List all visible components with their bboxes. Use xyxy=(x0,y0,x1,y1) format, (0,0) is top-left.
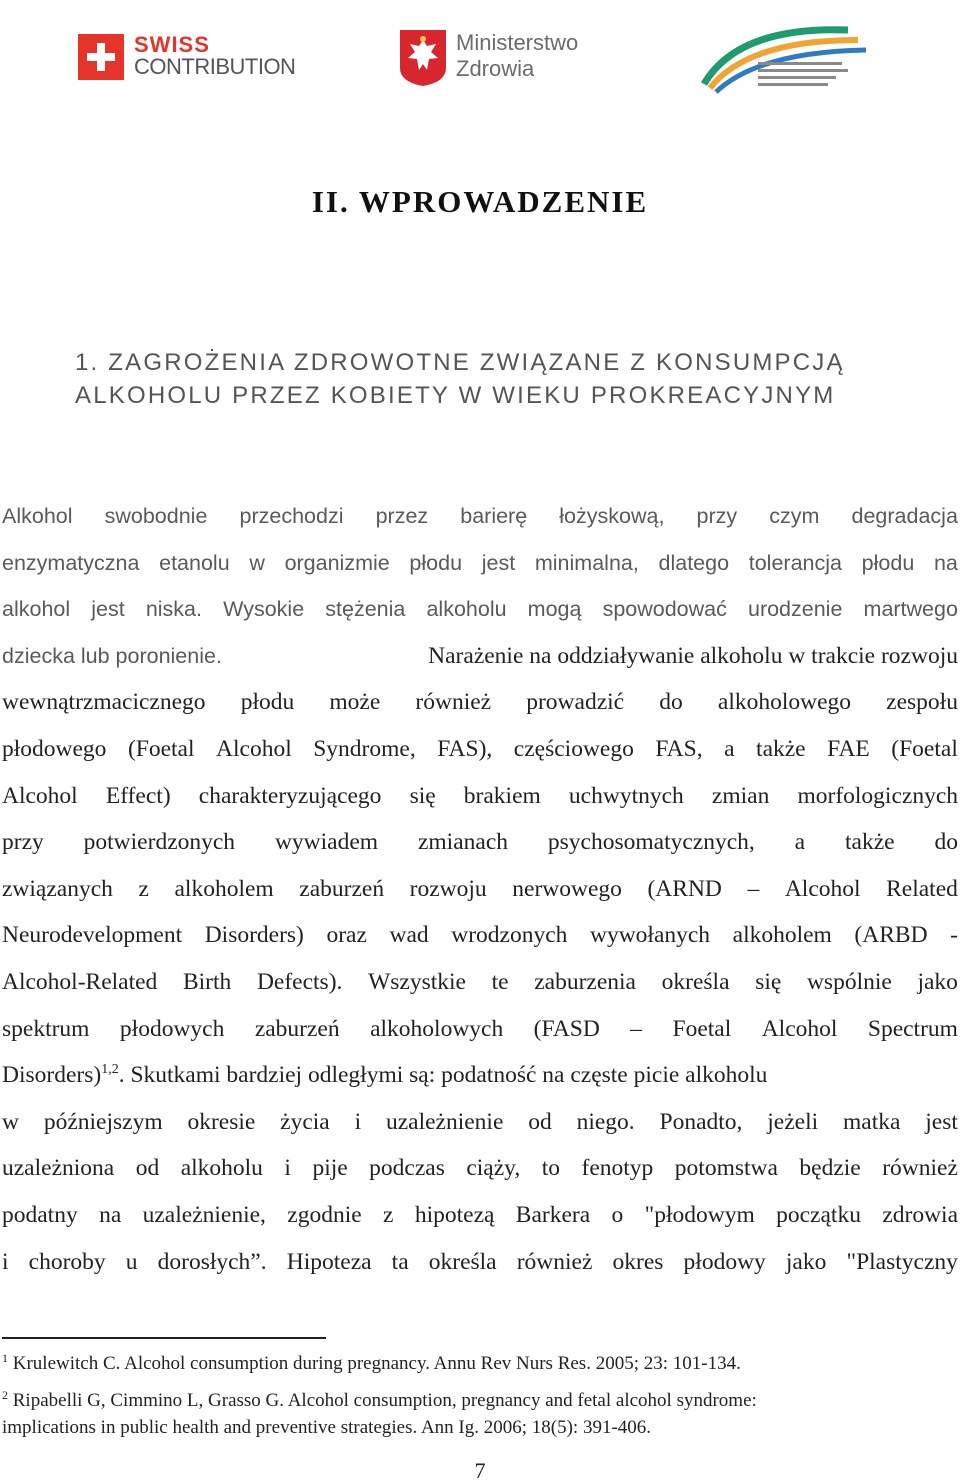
body-paragraph xyxy=(2,493,958,1285)
body-word: hipotezą xyxy=(414,1201,495,1228)
body-word: zmianach xyxy=(417,829,508,856)
body-word: Barkera xyxy=(515,1201,591,1228)
body-word: zmian xyxy=(711,782,770,809)
page-number: 7 xyxy=(474,1458,486,1483)
body-word: przy xyxy=(696,504,738,528)
ministry-logo-line1: Ministerstwo xyxy=(456,30,579,55)
body-word: - xyxy=(950,922,958,949)
body-word: dlatego xyxy=(658,550,730,575)
body-line xyxy=(2,866,958,913)
body-word: prowadzić xyxy=(526,689,625,716)
body-word: częściowego xyxy=(513,735,634,762)
body-word: płodu xyxy=(861,550,915,575)
footnote-2 xyxy=(2,1387,952,1441)
body-word: uzależnienie, xyxy=(142,1201,266,1228)
body-word: FAS), xyxy=(437,735,493,762)
body-word: charakteryzującego xyxy=(198,782,382,809)
body-word: i xyxy=(284,1155,291,1182)
swiss-logo-line2: CONTRIBUTION xyxy=(134,54,296,79)
body-word: Hipoteza xyxy=(286,1248,372,1275)
body-word: (Foetal xyxy=(127,735,195,762)
body-line xyxy=(2,540,958,587)
body-word: alkoholowych xyxy=(370,1015,504,1042)
body-word: "Plastyczny xyxy=(846,1248,958,1275)
body-word: fenotyp xyxy=(581,1155,654,1182)
body-word: Alcohol xyxy=(2,782,78,809)
body-word: także xyxy=(845,829,895,856)
body-word: jest xyxy=(481,550,516,575)
footnote-text: Ripabelli G, Cimmino L, Grasso G. Alcohol consumption, pregnancy and fetal alcohol syndrome: xyxy=(12,1390,757,1411)
body-line xyxy=(2,819,958,866)
body-word: stężenia xyxy=(325,597,406,622)
body-word: również xyxy=(516,1248,593,1275)
body-word: niska. xyxy=(145,597,202,622)
body-word: (Foetal xyxy=(891,735,958,762)
body-word: urodzenie xyxy=(747,597,843,622)
body-word: przy xyxy=(2,829,44,856)
body-word: uzależniona xyxy=(2,1155,115,1182)
footnotes xyxy=(2,1350,952,1451)
footnote-text: Krulewitch C. Alcohol consumption during pregnancy. Annu Rev Nurs Res. 2005; 23: 101-134. xyxy=(12,1353,741,1374)
body-word: także xyxy=(756,735,806,762)
body-line xyxy=(2,726,958,773)
body-word: jeżeli xyxy=(767,1108,819,1135)
body-line xyxy=(2,912,958,959)
body-word: wspólnie xyxy=(806,968,892,995)
body-word: na xyxy=(99,1201,122,1228)
body-word: potomstwa xyxy=(674,1155,778,1182)
body-line xyxy=(2,1006,958,1053)
body-word: płodowego xyxy=(2,735,107,762)
body-word: Disorders) xyxy=(204,922,304,949)
body-word: Alcohol-Related xyxy=(2,968,158,995)
body-line xyxy=(2,1145,958,1192)
body-word: określa xyxy=(428,1248,497,1275)
body-word: się xyxy=(409,782,436,809)
body-word: okres xyxy=(612,1248,664,1275)
body-word: w xyxy=(249,550,265,575)
footnote-number: 1 xyxy=(2,1351,8,1365)
body-word: wad xyxy=(389,922,429,949)
body-word: FAE xyxy=(827,735,870,762)
body-word: Ponadto, xyxy=(659,1108,743,1135)
subsection-title xyxy=(75,346,915,412)
body-word: zaburzenia xyxy=(534,968,636,995)
body-word: w xyxy=(2,1108,19,1135)
body-word: niego. xyxy=(576,1108,635,1135)
body-word: alkohol xyxy=(2,597,71,622)
body-word: do xyxy=(934,829,958,856)
body-word: ciąży, xyxy=(466,1155,521,1182)
body-word: enzymatyczna xyxy=(2,550,140,575)
body-word: również xyxy=(415,689,492,716)
body-line xyxy=(2,959,958,1006)
subsection-title-line2: ALKOHOLU PRZEZ KOBIETY W WIEKU PROKREACYJNYM xyxy=(75,382,836,409)
body-word: brakiem xyxy=(463,782,541,809)
body-word: Birth xyxy=(182,968,232,995)
body-word: uzależnienie xyxy=(385,1108,504,1135)
body-line xyxy=(2,633,958,680)
body-word: Spectrum xyxy=(867,1015,958,1042)
body-word: Foetal xyxy=(672,1015,732,1042)
ministry-of-health-logo xyxy=(400,30,600,94)
body-word: martwego xyxy=(863,597,958,622)
footnote-reference: 1,2 xyxy=(101,1062,119,1078)
body-word: o xyxy=(611,1201,624,1228)
body-word: ta xyxy=(391,1248,409,1275)
body-word: Effect) xyxy=(105,782,171,809)
body-word: pije xyxy=(312,1155,348,1182)
body-word: matka xyxy=(843,1108,901,1135)
swiss-contribution-logo xyxy=(78,34,298,92)
body-word: od xyxy=(528,1108,552,1135)
body-word: płodu xyxy=(409,550,463,575)
body-word: a xyxy=(724,735,735,762)
body-word: będzie xyxy=(799,1155,861,1182)
body-line xyxy=(2,1239,958,1286)
body-word: jako xyxy=(785,1248,827,1275)
body-word: zespołu xyxy=(886,689,958,716)
body-word: wywiadem xyxy=(274,829,379,856)
body-word: związanych xyxy=(2,875,113,902)
body-word: spowodować xyxy=(602,597,727,622)
body-word: degradacja xyxy=(851,504,958,528)
body-line-text: . Skutkami bardziej odległymi są: podatność na częste picie alkoholu xyxy=(118,1062,768,1089)
body-word: Alkohol xyxy=(2,504,73,528)
subsection-title-line1: 1. ZAGROŻENIA ZDROWOTNE ZWIĄZANE Z KONSUMPCJĄ xyxy=(75,349,845,376)
body-word: uchwytnych xyxy=(568,782,684,809)
body-word: organizmie xyxy=(284,550,390,575)
section-title: II. WPROWADZENIE xyxy=(311,184,649,219)
body-word: alkoholem xyxy=(732,922,832,949)
body-word: Alcohol xyxy=(761,1015,838,1042)
body-word: (FASD xyxy=(533,1015,600,1042)
body-word: życia xyxy=(280,1108,330,1135)
body-word: jest xyxy=(91,597,125,622)
body-word: przechodzi xyxy=(239,504,344,528)
body-word: alkoholu xyxy=(180,1155,263,1182)
body-word: Wszystkie xyxy=(368,968,466,995)
footnote-separator xyxy=(2,1337,326,1339)
body-word: rozwoju xyxy=(409,875,487,902)
body-word: mogą xyxy=(527,597,582,622)
body-line xyxy=(2,1192,958,1239)
body-word: Alcohol xyxy=(216,735,292,762)
body-word: alkoholu xyxy=(426,597,507,622)
body-word: dorosłych”. xyxy=(157,1248,267,1275)
body-word: późniejszym xyxy=(43,1108,163,1135)
body-word: początku xyxy=(776,1201,861,1228)
footnote-text: implications in public health and preventive strategies. Ann Ig. 2006; 18(5): 391-406. xyxy=(2,1417,652,1438)
body-word: również xyxy=(882,1155,958,1182)
body-word: się xyxy=(755,968,782,995)
body-line-text xyxy=(2,1052,767,1099)
program-arc-logo xyxy=(698,22,888,100)
body-line xyxy=(2,586,958,633)
body-word: określa xyxy=(661,968,730,995)
body-word: jako xyxy=(917,968,958,995)
body-word: alkoholem xyxy=(174,875,274,902)
body-word: tolerancja xyxy=(748,550,842,575)
body-word: może xyxy=(329,689,381,716)
swiss-flag-icon xyxy=(78,34,124,80)
body-word: Alcohol xyxy=(784,875,861,902)
body-word: swobodnie xyxy=(104,504,208,528)
body-word: płodu xyxy=(240,689,295,716)
body-word: płodowy xyxy=(683,1248,766,1275)
body-word: łożyskową, xyxy=(559,504,665,528)
body-word: (ARBD xyxy=(854,922,928,949)
body-word: FAS, xyxy=(655,735,703,762)
body-word: podczas xyxy=(369,1155,445,1182)
body-word: barierę xyxy=(460,504,528,528)
body-word: Wysokie xyxy=(223,597,305,622)
body-word: Defects). xyxy=(256,968,343,995)
body-word: z xyxy=(383,1201,394,1228)
body-line-text: dziecka lub poronienie. xyxy=(2,643,222,668)
body-word: to xyxy=(541,1155,561,1182)
body-word: te xyxy=(491,968,509,995)
body-word: podatny xyxy=(2,1201,78,1228)
ministry-logo-line2: Zdrowia xyxy=(456,56,535,81)
body-word: "płodowym xyxy=(644,1201,755,1228)
body-word: alkoholowego xyxy=(717,689,852,716)
body-word: morfologicznych xyxy=(797,782,958,809)
body-word: do xyxy=(659,689,683,716)
body-word: od xyxy=(135,1155,160,1182)
body-word: zdrowia xyxy=(882,1201,958,1228)
footnote-number: 2 xyxy=(2,1388,8,1402)
body-word: etanolu xyxy=(159,550,230,575)
body-word: a xyxy=(794,829,806,856)
body-word: i xyxy=(2,1248,9,1275)
body-line xyxy=(2,493,958,540)
header-logos xyxy=(0,22,960,102)
body-word: na xyxy=(933,550,958,575)
body-word: wrodzonych xyxy=(451,922,568,949)
polish-eagle-emblem-icon xyxy=(400,30,446,86)
body-word: nerwowego xyxy=(512,875,622,902)
body-line-text: Narażenie na oddziaływanie alkoholu w trakcie rozwoju xyxy=(428,642,958,669)
body-word: Syndrome, xyxy=(313,735,416,762)
body-line xyxy=(2,1052,958,1099)
body-word: płodowych xyxy=(119,1015,225,1042)
body-word: – xyxy=(747,875,760,902)
body-word: przez xyxy=(375,504,429,528)
body-word: i xyxy=(354,1108,362,1135)
body-word: czym xyxy=(769,504,820,528)
swiss-logo-line1: SWISS xyxy=(134,32,210,57)
body-word: potwierdzonych xyxy=(83,829,236,856)
body-line xyxy=(2,1099,958,1146)
body-word: okresie xyxy=(187,1108,256,1135)
body-word: z xyxy=(138,875,149,902)
body-word: minimalna, xyxy=(534,550,639,575)
body-line xyxy=(2,773,958,820)
body-word: oraz xyxy=(326,922,367,949)
body-word: wewnątrzmacicznego xyxy=(2,689,206,716)
body-word: jest xyxy=(925,1108,958,1135)
body-word: – xyxy=(630,1015,643,1042)
body-word: zaburzeń xyxy=(299,875,385,902)
body-word: psychosomatycznych, xyxy=(547,829,755,856)
body-word: Neurodevelopment xyxy=(2,922,183,949)
body-line-text: Disorders) xyxy=(2,1062,102,1089)
body-word: u xyxy=(125,1248,138,1275)
body-word: spektrum xyxy=(2,1015,90,1042)
body-word: choroby xyxy=(28,1248,106,1275)
body-word: (ARND xyxy=(647,875,722,902)
body-word: wywołanych xyxy=(589,922,711,949)
body-word: zaburzeń xyxy=(254,1015,340,1042)
footnote-1 xyxy=(2,1350,952,1377)
body-line xyxy=(2,679,958,726)
body-word: Related xyxy=(886,875,958,902)
body-word: zgodnie xyxy=(287,1201,362,1228)
